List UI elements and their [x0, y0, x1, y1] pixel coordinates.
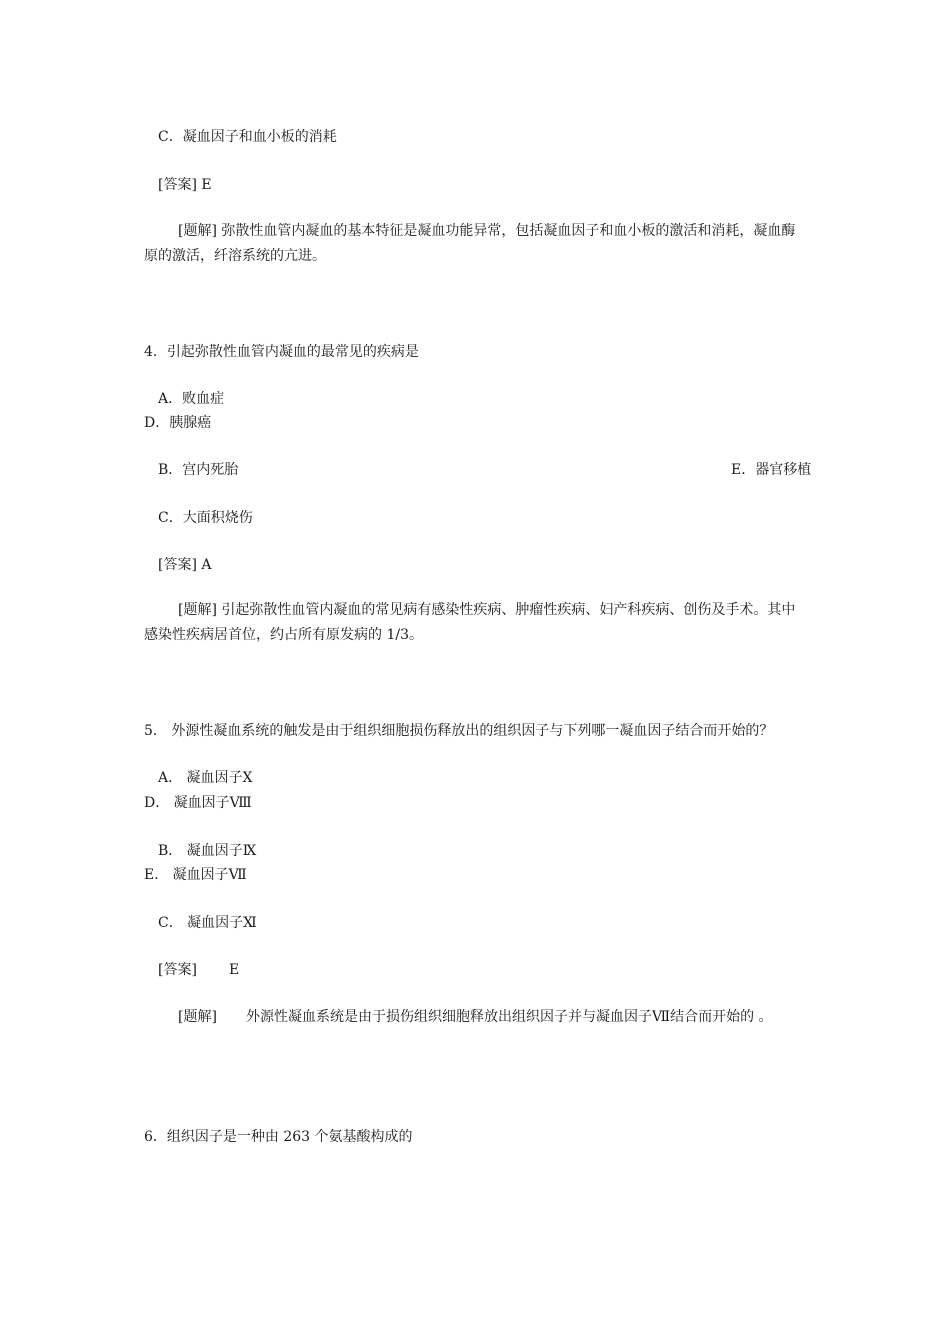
q4-option-c: C．大面积烧伤: [158, 510, 253, 526]
q4-question: 4．引起弥散性血管内凝血的最常见的疾病是: [144, 344, 419, 360]
q5-option-d: D． 凝血因子Ⅷ: [144, 795, 252, 811]
q5-explanation-text: 外源性凝血系统是由于损伤组织细胞释放出组织因子并与凝血因子Ⅶ结合而开始的 。: [246, 1009, 773, 1025]
q4-answer: [答案] A: [158, 557, 212, 573]
q5-answer-value: E: [229, 962, 240, 978]
q5-answer-label: [答案]: [158, 962, 197, 978]
q3-option-c: C．凝血因子和血小板的消耗: [158, 129, 337, 145]
q4-option-a: A．败血症: [158, 391, 225, 407]
q4-option-e: E．器官移植: [731, 462, 812, 478]
q4-explanation: [题解] 引起弥散性血管内凝血的常见病有感染性疾病、肿瘤性疾病、妇产科疾病、创伤及手术。其中感染性疾病居首位，约占所有原发病的 1/3。: [144, 602, 796, 643]
q4-option-b: B．宫内死胎: [158, 462, 239, 478]
q5-option-c: C． 凝血因子Ⅺ: [158, 915, 257, 931]
q3-explanation: [题解] 弥散性血管内凝血的基本特征是凝血功能异常，包括凝血因子和血小板的激活和消耗，凝血酶原的激活，纤溶系统的亢进。: [144, 223, 796, 264]
q5-explanation-label: [题解]: [178, 1009, 217, 1025]
q5-option-e: E． 凝血因子Ⅶ: [144, 867, 247, 883]
q3-answer: [答案] E: [158, 177, 212, 193]
q5-option-a: A． 凝血因子Ⅹ: [158, 770, 253, 786]
q6-question: 6．组织因子是一种由 263 个氨基酸构成的: [144, 1129, 413, 1145]
q4-option-d: D．胰腺癌: [144, 415, 212, 431]
q5-question: 5． 外源性凝血系统的触发是由于组织细胞损伤释放出的组织因子与下列哪一凝血因子结合而开始的？: [144, 723, 774, 739]
q5-option-b: B． 凝血因子Ⅸ: [158, 843, 257, 859]
